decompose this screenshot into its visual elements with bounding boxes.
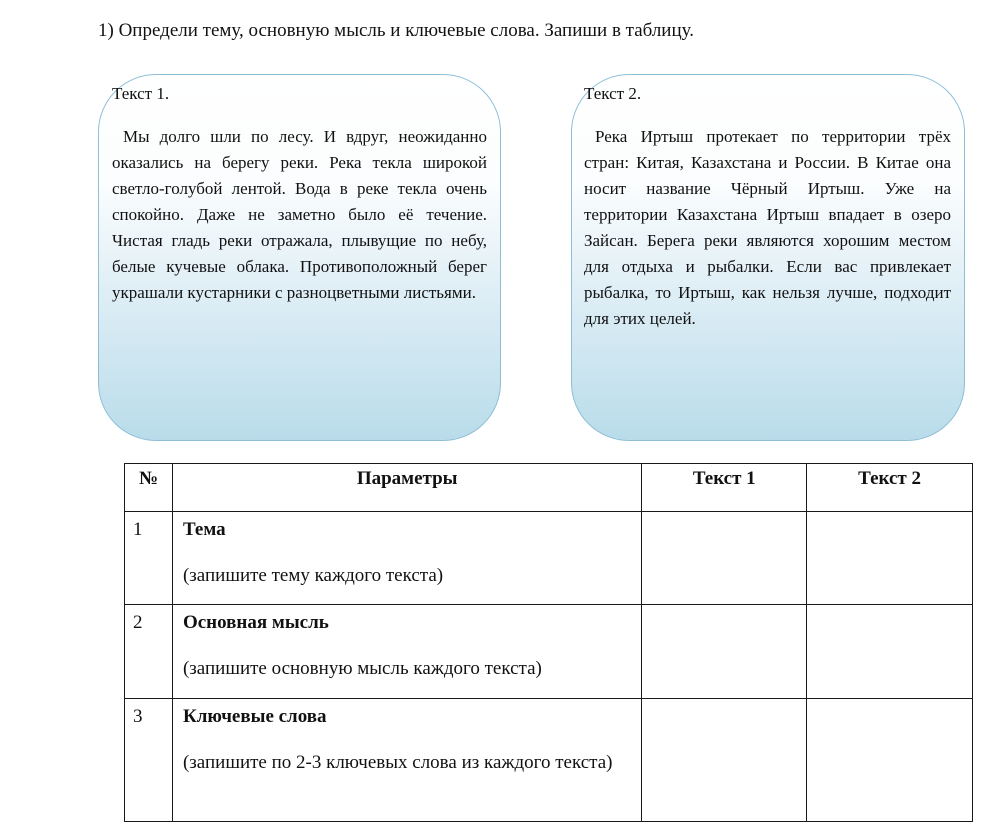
table-row xyxy=(125,605,973,699)
table-row xyxy=(125,699,973,822)
parameter-name: Тема xyxy=(182,519,226,540)
text-1-title: Текст 1. xyxy=(112,84,170,103)
header-parameters: Параметры xyxy=(172,464,641,512)
answer-cell-text-2[interactable] xyxy=(807,512,973,605)
parameter-hint: (запишите тему каждого текста) xyxy=(182,565,444,586)
row-number: 2 xyxy=(125,605,173,699)
parameter-cell xyxy=(172,512,641,605)
task-instruction: 1) Определи тему, основную мысль и ключевые слова. Запиши в таблицу. xyxy=(98,20,694,41)
row-number: 3 xyxy=(125,699,173,822)
answer-cell-text-1[interactable] xyxy=(642,605,807,699)
answer-cell-text-2[interactable] xyxy=(807,605,973,699)
row-number: 1 xyxy=(125,512,173,605)
answer-cell-text-2[interactable] xyxy=(807,699,973,822)
header-text-1: Текст 1 xyxy=(642,464,807,512)
parameter-name: Основная мысль xyxy=(182,612,329,633)
header-text-2: Текст 2 xyxy=(807,464,973,512)
parameter-hint: (запишите основную мысль каждого текста) xyxy=(182,658,542,679)
parameter-name: Ключевые слова xyxy=(182,706,327,727)
parameters-table xyxy=(124,463,973,822)
text-2-body: Река Иртыш протекает по территории трёх стран: Китая, Казахстана и России. В Китае она носит название Чёрный Иртыш. Уже на территории Казахстана Иртыш впадает в озеро Зайсан. Берега реки являются хорошим местом для отдыха и рыбалки. Если вас привлекает рыбалка, то Иртыш, как нельзя лучше, подходит для этих целей. xyxy=(584,127,951,328)
answer-cell-text-1[interactable] xyxy=(642,512,807,605)
parameter-cell xyxy=(172,699,641,822)
text-1-body: Мы долго шли по лесу. И вдруг, неожиданно оказались на берегу реки. Река текла широкой светло-голубой лентой. Вода в реке текла очень спокойно. Даже не заметно было её течение. Чистая гладь реки отражала, плывущие по небу, белые кучевые облака. Противоположный берег украшали кустарники с разноцветными листьями. xyxy=(112,127,487,302)
table-header-row xyxy=(125,464,973,512)
table-row xyxy=(125,512,973,605)
text-2-title: Текст 2. xyxy=(584,84,642,103)
parameter-cell xyxy=(172,605,641,699)
answer-cell-text-1[interactable] xyxy=(642,699,807,822)
header-number: № xyxy=(125,464,173,512)
parameter-hint: (запишите по 2-3 ключевых слова из каждого текста) xyxy=(182,752,613,773)
